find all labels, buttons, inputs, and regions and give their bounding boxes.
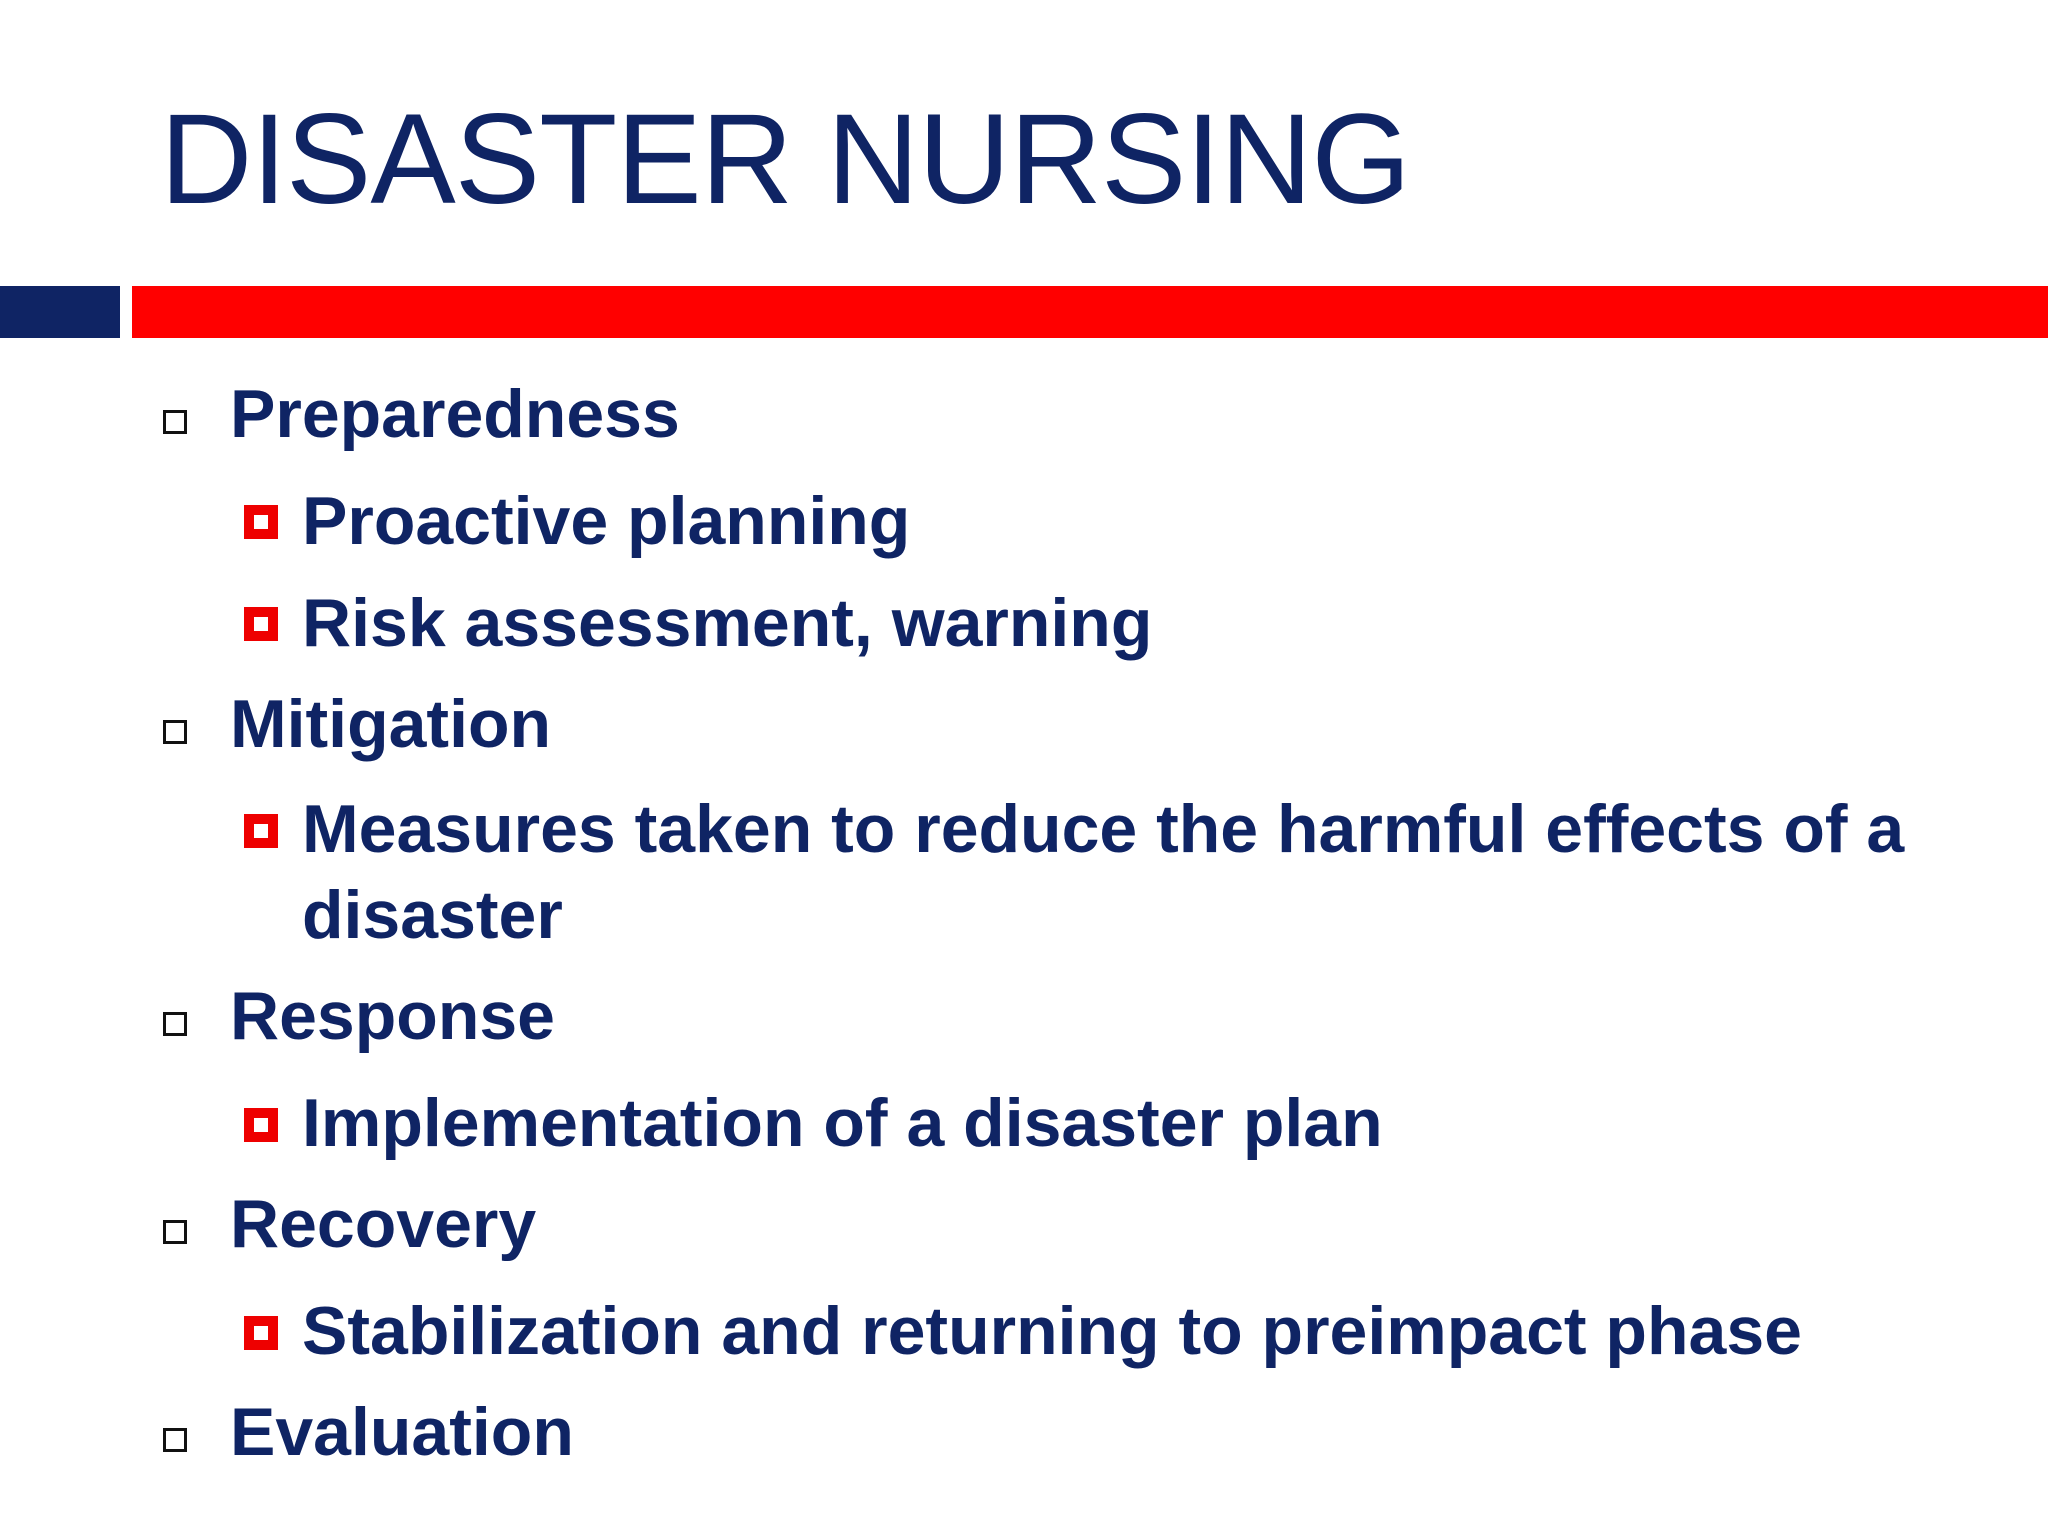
bullet-item: Mitigation [230, 686, 552, 762]
hollow-square-icon [163, 1012, 187, 1036]
bullet-item: Response [230, 978, 555, 1054]
bullet-item: Recovery [230, 1186, 537, 1262]
bullet-item: Evaluation [230, 1394, 574, 1470]
red-square-bullet-icon [244, 1108, 278, 1142]
hollow-square-icon [163, 1220, 187, 1244]
bullet-item: Preparedness [230, 376, 680, 452]
sub-bullet-item: Measures taken to reduce the harmful effects of a disaster [302, 791, 1905, 953]
red-square-bullet-icon [244, 607, 278, 641]
red-square-bullet-icon [244, 814, 278, 848]
hollow-square-icon [163, 1428, 187, 1452]
hollow-square-icon [163, 410, 187, 434]
red-square-bullet-icon [244, 505, 278, 539]
hollow-square-icon [163, 720, 187, 744]
sub-bullet-item: Proactive planning [302, 483, 911, 559]
sub-bullet-item: Implementation of a disaster plan [302, 1085, 1383, 1161]
red-square-bullet-icon [244, 1316, 278, 1350]
sub-bullet-item: Stabilization and returning to preimpact phase [302, 1293, 1802, 1369]
sub-bullet-item: Risk assessment, warning [302, 585, 1153, 661]
slide-title: DISASTER NURSING [160, 88, 1410, 231]
